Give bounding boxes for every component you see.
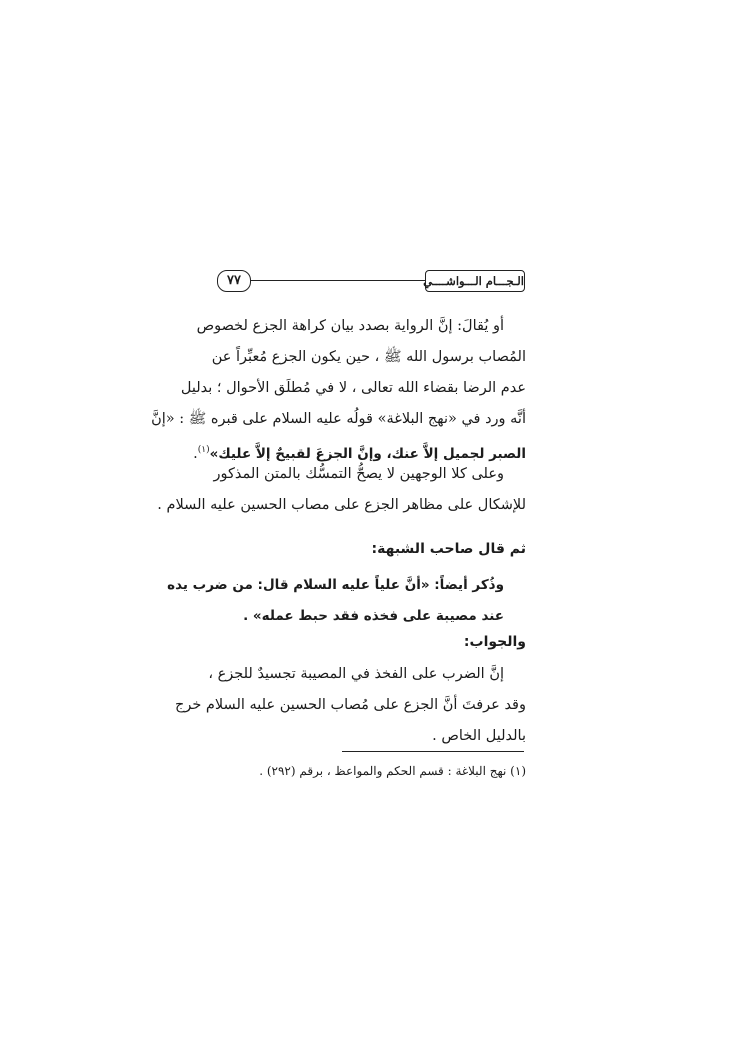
answer-line-3: بالدليل الخاص . [432, 728, 526, 744]
paragraph-2-line-1: وعلى كلا الوجهين لا يصحُّ التمسُّك بالمتن المذكور [213, 466, 504, 482]
answer-paragraph [174, 659, 526, 752]
answer-line-2: وقد عرفتَ أنَّ الجزع على مُصاب الحسين عليه السلام خرج [174, 697, 526, 713]
paragraph-2-line-2: للإشكال على مظاهر الجزع على مصاب الحسين عليه السلام . [157, 497, 526, 513]
book-title: الـجـــام الـــواشــــي [425, 270, 525, 292]
objection-quote-line-1: وذُكر أيضاً: «أنَّ علياً عليه السلام قال: من ضرب يده [167, 577, 504, 593]
paragraph-1-line-2: المُصاب برسول الله ﷺ ، حين يكون الجزع مُعبِّراً عن [211, 349, 526, 365]
section-heading: ثم قال صاحب الشبهة: [371, 541, 526, 557]
paragraph-1-line-4: أنَّه ورد في «نهج البلاغة» قولُه عليه السلام على قبره ﷺ : «إنَّ [151, 411, 526, 427]
answer-heading: والجواب: [463, 634, 526, 650]
footnote-marker: (١) [197, 445, 210, 455]
paragraph-2 [157, 459, 526, 521]
answer-line-1: إنَّ الضرب على الفخذ في المصيبة تجسيدٌ للجزع ، [208, 666, 504, 682]
objection-quote-line-2: عند مصيبة على فخذه فقد حبط عمله» . [243, 608, 504, 624]
footnote-1: (١) نهج البلاغة : قسم الحكم والمواعظ ، برقم (٢٩٢) . [259, 764, 526, 778]
paragraph-1-line-3: عدم الرضا بقضاء الله تعالى ، لا في مُطلَق الأحوال ؛ بدليل [180, 380, 526, 396]
sentence-end: . [193, 445, 198, 462]
paragraph-1-line-1: أو يُقالَ: إنَّ الرواية بصدد بيان كراهة الجزع لخصوص [196, 318, 504, 334]
quoted-saying: الصبر لجميل إلاَّ عنك، وإنَّ الجزعَ لقبيحٌ إلاَّ عليك» [209, 445, 526, 462]
header-rule [251, 280, 425, 281]
objection-quote [167, 570, 526, 632]
footnote-separator [342, 751, 524, 752]
paragraph-1 [151, 311, 526, 466]
running-header [217, 270, 525, 292]
page-number: ٧٧ [217, 270, 251, 292]
